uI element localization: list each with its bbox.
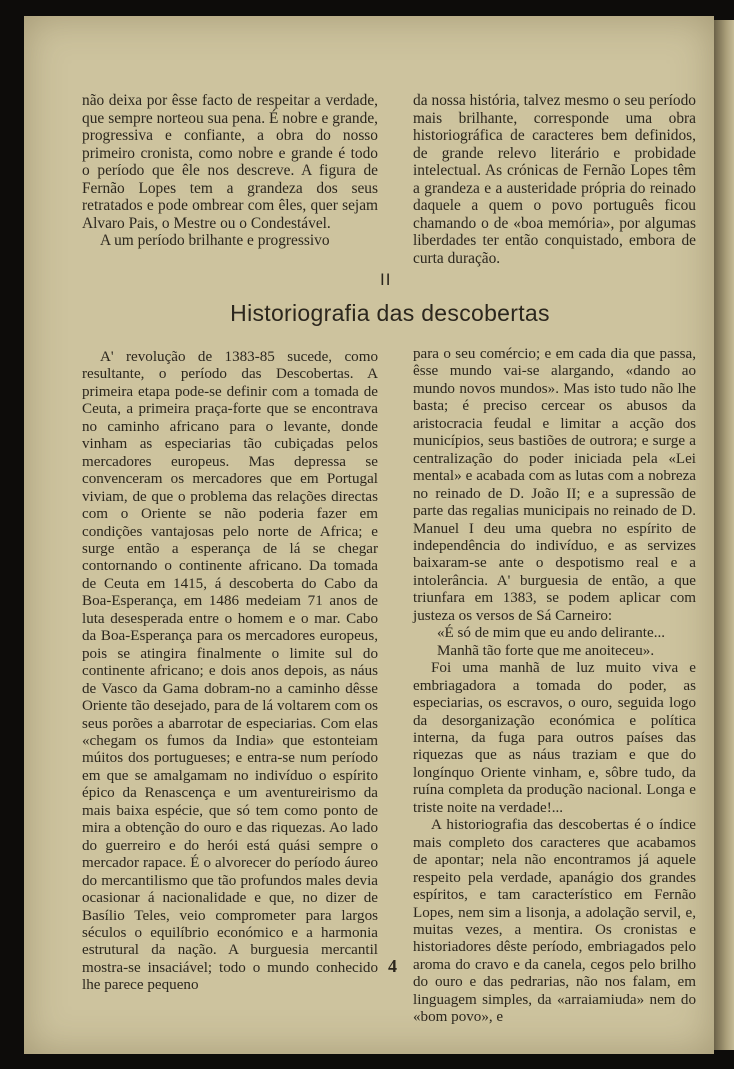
paragraph: da nossa história, talvez mesmo o seu período mais brilhante, corresponde uma obra historiográfica de caracteres bem definidos, de grande relevo literário e probidade intelectual. As crónicas de Fernão Lopes têm a grandeza e a austeridade própria do reinado daquele a quem o povo português ficou chamando o de «boa memória», por algumas liberdades ter então conquistado, embora de curta duração. [413, 92, 696, 267]
paragraph: A um período brilhante e progressivo [100, 232, 330, 249]
section-title: Historiografia das descobertas [230, 300, 550, 326]
paragraph: A' revolução de 1383-85 sucede, como resultante, o período das Descobertas. A primeira etapa pode-se definir com a tomada de Ceuta, a primeira praça-forte que se encontrava no caminho africano para o levante, donde vinham as especiarias tão cubiçadas pelos mercadores europeus. Mas depressa se convenceram os mercadores que em Portugal viviam, de que o problema das relações directas com o Oriente se não poderia fazer em condições vantajosas pelo norte de Africa; e surge então a esperança de lá se chegar contornando o continente africano. Da tomada de Ceuta em 1415, á descoberta do Cabo da Boa-Esperança, em 1486 medeiam 71 anos de luta desesperada entre o homem e o mar. Cabo da Boa-Esperança para os mercadores europeus, pois se atingira finalmente o limite sul do continente africano; e dois anos depois, as náus de Vasco da Gama dobram-no a caminho dêsse Oriente tão desejado, para de lá voltarem com os seus porões a abarrotar de especiarias. Com elas «chegam os fumos da India» que estonteiam múitos dos portugueses; e entra-se num período em que se amalgamam no indivíduo o espírito épico da Renascença e um aventureirismo da mais baixa espécie, que só tem como ponto de mira a obtenção do ouro e das riquezas. Ao lado do guerreiro e do herói está quási sempre o mercador rapace. É o alvorecer do período áureo do mercantilismo que tão profundos males devia ocasionar á nacionalidade e que, no dizer de Basílio Teles, veio comprometer para largos séculos o equilíbrio económico e a harmonia estrutural da nação. A burguesia mercantil mostra-se insaciável; todo o mundo conhecido lhe parece pequeno [82, 349, 378, 994]
paragraph: Foi uma manhã de luz muito viva e embriagadora a tomada do poder, as especiarias, os escravos, o ouro, seguida logo da desorganização económica e política interna, da fuga para outros países das riquezas que as náus traziam e que do longínquo Oriente vinham, e, sôbre tudo, da ruína completa da produção nacional. Longa e triste noite na verdade!... [413, 660, 696, 816]
bottom-right-column [413, 346, 696, 1027]
paragraph: A historiografia das descobertas é o índice mais completo dos caracteres que acabamos de apontar; nela não encontramos já aquele respeito pela verdade, apanágio dos grandes espíritos, e tam característico em Fernão Lopes, nem sim a lisonja, a adolação servil, e, muitas vezes, a mentira. Os cronistas e historiadores dêste período, embriagados pelo aroma do cravo e da canela, cegos pelo brilho do ouro e das pedrarias, não nos falam, em linguagem simples, da «arraiamiuda» nem do «bom povo», e [413, 817, 696, 1026]
verse-line: Manhã tão forte que me anoiteceu». [437, 642, 655, 659]
top-right-column [413, 92, 696, 267]
top-left-column [82, 92, 378, 250]
page-number: 4 [388, 956, 397, 976]
next-page-edge [714, 20, 734, 1050]
bottom-left-column [82, 349, 378, 995]
verse-line: «É só de mim que eu ando delirante... [437, 625, 666, 642]
section-number: II [380, 270, 392, 289]
paragraph: para o seu comércio; e em cada dia que passa, êsse mundo vai-se alargando, «dando ao mundo novos mundos». Mas isto tudo não lhe basta; é preciso cercear os abusos da aristocracia feudal e limitar a acção dos municípios, seus bastiões de outrora; e surge a centralização do poder iniciada pela «Lei mental» e acabada com as lutas com a nobreza no reinado de D. João II; e a supressão de parte das regalias municipais no reinado de D. Manuel I deu uma quebra no espírito de independência do indivíduo, e as servizes baixaram-se ante o despotismo real e a intolerância. A' burguesia de então, a que triunfara em 1383, se podem aplicar com justeza os versos de Sá Carneiro: [413, 346, 696, 624]
paragraph: não deixa por êsse facto de respeitar a verdade, que sempre norteou sua pena. É nobre e grande, progressiva e confiante, a obra do nosso primeiro cronista, como nobre e grande é todo o período que êle nos descreve. A figura de Fernão Lopes tem a grandeza dos seus retratados e pode ombrear com êles, quer sejam Alvaro Pais, o Mestre ou o Condestável. [82, 92, 378, 232]
